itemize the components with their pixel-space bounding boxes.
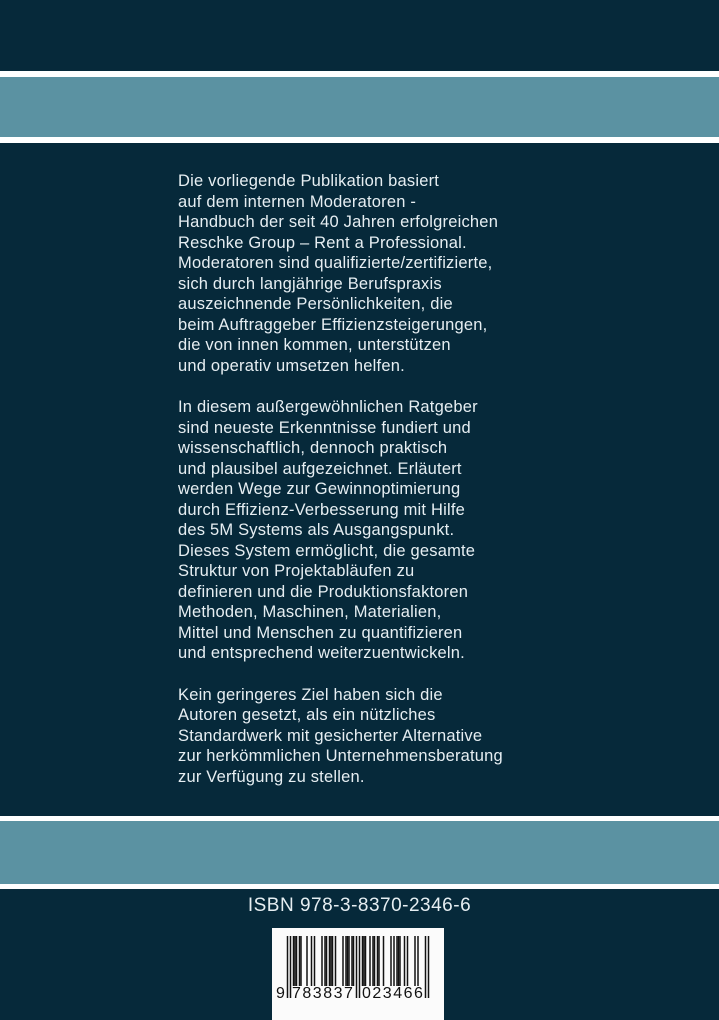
paragraph bbox=[178, 685, 503, 788]
text-line: Struktur von Projektabläufen zu bbox=[178, 562, 415, 580]
barcode-digit-group-left: 783837 bbox=[292, 985, 355, 1002]
text-line: und operativ umsetzen helfen. bbox=[178, 356, 405, 375]
text-line: definieren und die Produktionsfaktoren bbox=[178, 582, 469, 601]
text-line: sich durch langjährige Berufspraxis bbox=[178, 274, 442, 293]
text-line: Reschke Group – Rent a Professional. bbox=[178, 233, 467, 252]
text-line: werden Wege zur Gewinnoptimierung bbox=[178, 480, 461, 498]
text-line: Standardwerk mit gesicherter Alternative bbox=[178, 726, 483, 745]
bottom-band bbox=[0, 816, 719, 889]
text-line: und plausibel aufgezeichnet. Erläutert bbox=[178, 459, 462, 478]
barcode-digits bbox=[272, 984, 444, 1006]
text-line: sind neueste Erkenntnisse fundiert und bbox=[178, 418, 471, 437]
text-line: auszeichnende Persönlichkeiten, die bbox=[178, 295, 453, 313]
text-line: zur Verfügung zu stellen. bbox=[178, 767, 365, 786]
text-line: Die vorliegende Publikation basiert bbox=[178, 172, 440, 190]
text-line: Mittel und Menschen zu quantifizieren bbox=[178, 623, 463, 642]
text-line: zur herkömmlichen Unternehmensberatung bbox=[178, 747, 503, 765]
paragraph bbox=[178, 171, 503, 376]
text-line: wissenschaftlich, dennoch praktisch bbox=[178, 439, 448, 457]
blurb-text bbox=[178, 171, 503, 808]
text-line: auf dem internen Moderatoren - bbox=[178, 192, 417, 211]
text-line: Methoden, Maschinen, Materialien, bbox=[178, 603, 442, 621]
text-line: beim Auftraggeber Effizienzsteigerungen, bbox=[178, 315, 488, 334]
text-line: die von innen kommen, unterstützen bbox=[178, 336, 451, 354]
text-line: Autoren gesetzt, als ein nützliches bbox=[178, 706, 436, 724]
paragraph bbox=[178, 397, 503, 664]
barcode-bars bbox=[272, 928, 444, 1020]
barcode bbox=[272, 928, 444, 1020]
text-line: durch Effizienz-Verbesserung mit Hilfe bbox=[178, 500, 466, 519]
text-line: Moderatoren sind qualifizierte/zertifizierte, bbox=[178, 254, 493, 272]
top-band bbox=[0, 71, 719, 143]
text-line: In diesem außergewöhnlichen Ratgeber bbox=[178, 398, 478, 416]
text-line: Handbuch der seit 40 Jahren erfolgreichen bbox=[178, 213, 499, 231]
barcode-digit-first: 9 bbox=[276, 985, 285, 1002]
text-line: Kein geringeres Ziel haben sich die bbox=[178, 685, 443, 704]
text-line: des 5M Systems als Ausgangspunkt. bbox=[178, 521, 455, 539]
text-line: Dieses System ermöglicht, die gesamte bbox=[178, 541, 476, 560]
text-line: und entsprechend weiterzuentwickeln. bbox=[178, 644, 465, 662]
barcode-digit-group-right: 023466 bbox=[362, 985, 425, 1002]
isbn-text: ISBN 978-3-8370-2346-6 bbox=[247, 895, 472, 916]
